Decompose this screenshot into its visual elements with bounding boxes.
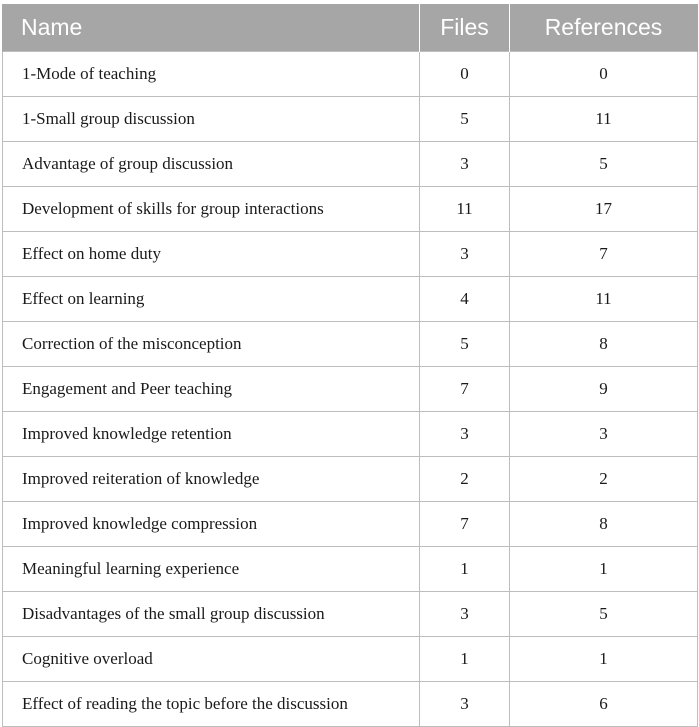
table-row <box>3 187 698 232</box>
row-name-cell: Effect on home duty <box>3 232 420 277</box>
table-row <box>3 412 698 457</box>
row-references-cell: 8 <box>510 502 698 547</box>
row-files-cell: 3 <box>420 682 510 727</box>
row-references-cell: 8 <box>510 322 698 367</box>
table-body <box>3 52 698 727</box>
row-references-cell: 9 <box>510 367 698 412</box>
row-files-cell: 2 <box>420 457 510 502</box>
row-references-cell: 7 <box>510 232 698 277</box>
row-name-cell: Meaningful learning experience <box>3 547 420 592</box>
row-name-cell: Improved knowledge retention <box>3 412 420 457</box>
row-name-cell: Cognitive overload <box>3 637 420 682</box>
row-name-cell: Effect of reading the topic before the discussion <box>3 682 420 727</box>
table-row <box>3 277 698 322</box>
table-row <box>3 97 698 142</box>
row-references-cell: 0 <box>510 52 698 97</box>
row-name-cell: Improved knowledge compression <box>3 502 420 547</box>
row-references-cell: 1 <box>510 547 698 592</box>
row-name-cell: Development of skills for group interactions <box>3 187 420 232</box>
table-row <box>3 367 698 412</box>
codes-table-container <box>2 4 697 727</box>
row-name-cell: 1-Small group discussion <box>3 97 420 142</box>
table-row <box>3 52 698 97</box>
row-name-cell: Engagement and Peer teaching <box>3 367 420 412</box>
table-row <box>3 592 698 637</box>
table-row <box>3 637 698 682</box>
row-files-cell: 7 <box>420 502 510 547</box>
row-references-cell: 3 <box>510 412 698 457</box>
row-files-cell: 1 <box>420 637 510 682</box>
row-name-cell: Disadvantages of the small group discussion <box>3 592 420 637</box>
row-references-cell: 5 <box>510 592 698 637</box>
row-references-cell: 17 <box>510 187 698 232</box>
row-files-cell: 3 <box>420 232 510 277</box>
row-files-cell: 3 <box>420 142 510 187</box>
row-name-cell: Effect on learning <box>3 277 420 322</box>
header-name: Name <box>3 4 420 52</box>
table-row <box>3 457 698 502</box>
row-files-cell: 11 <box>420 187 510 232</box>
row-references-cell: 11 <box>510 277 698 322</box>
row-references-cell: 5 <box>510 142 698 187</box>
row-name-cell: Correction of the misconception <box>3 322 420 367</box>
row-name-cell: Improved reiteration of knowledge <box>3 457 420 502</box>
header-references: References <box>510 4 698 52</box>
table-row <box>3 232 698 277</box>
row-name-cell: 1-Mode of teaching <box>3 52 420 97</box>
row-references-cell: 1 <box>510 637 698 682</box>
row-references-cell: 6 <box>510 682 698 727</box>
row-files-cell: 1 <box>420 547 510 592</box>
codes-table <box>2 4 698 727</box>
table-row <box>3 547 698 592</box>
row-files-cell: 3 <box>420 592 510 637</box>
row-name-cell: Advantage of group discussion <box>3 142 420 187</box>
row-files-cell: 5 <box>420 97 510 142</box>
row-files-cell: 0 <box>420 52 510 97</box>
table-row <box>3 322 698 367</box>
row-references-cell: 2 <box>510 457 698 502</box>
row-references-cell: 11 <box>510 97 698 142</box>
table-header <box>3 4 698 52</box>
row-files-cell: 4 <box>420 277 510 322</box>
table-row <box>3 142 698 187</box>
header-files: Files <box>420 4 510 52</box>
table-row <box>3 502 698 547</box>
row-files-cell: 5 <box>420 322 510 367</box>
row-files-cell: 3 <box>420 412 510 457</box>
table-row <box>3 682 698 727</box>
row-files-cell: 7 <box>420 367 510 412</box>
header-row <box>3 4 698 52</box>
